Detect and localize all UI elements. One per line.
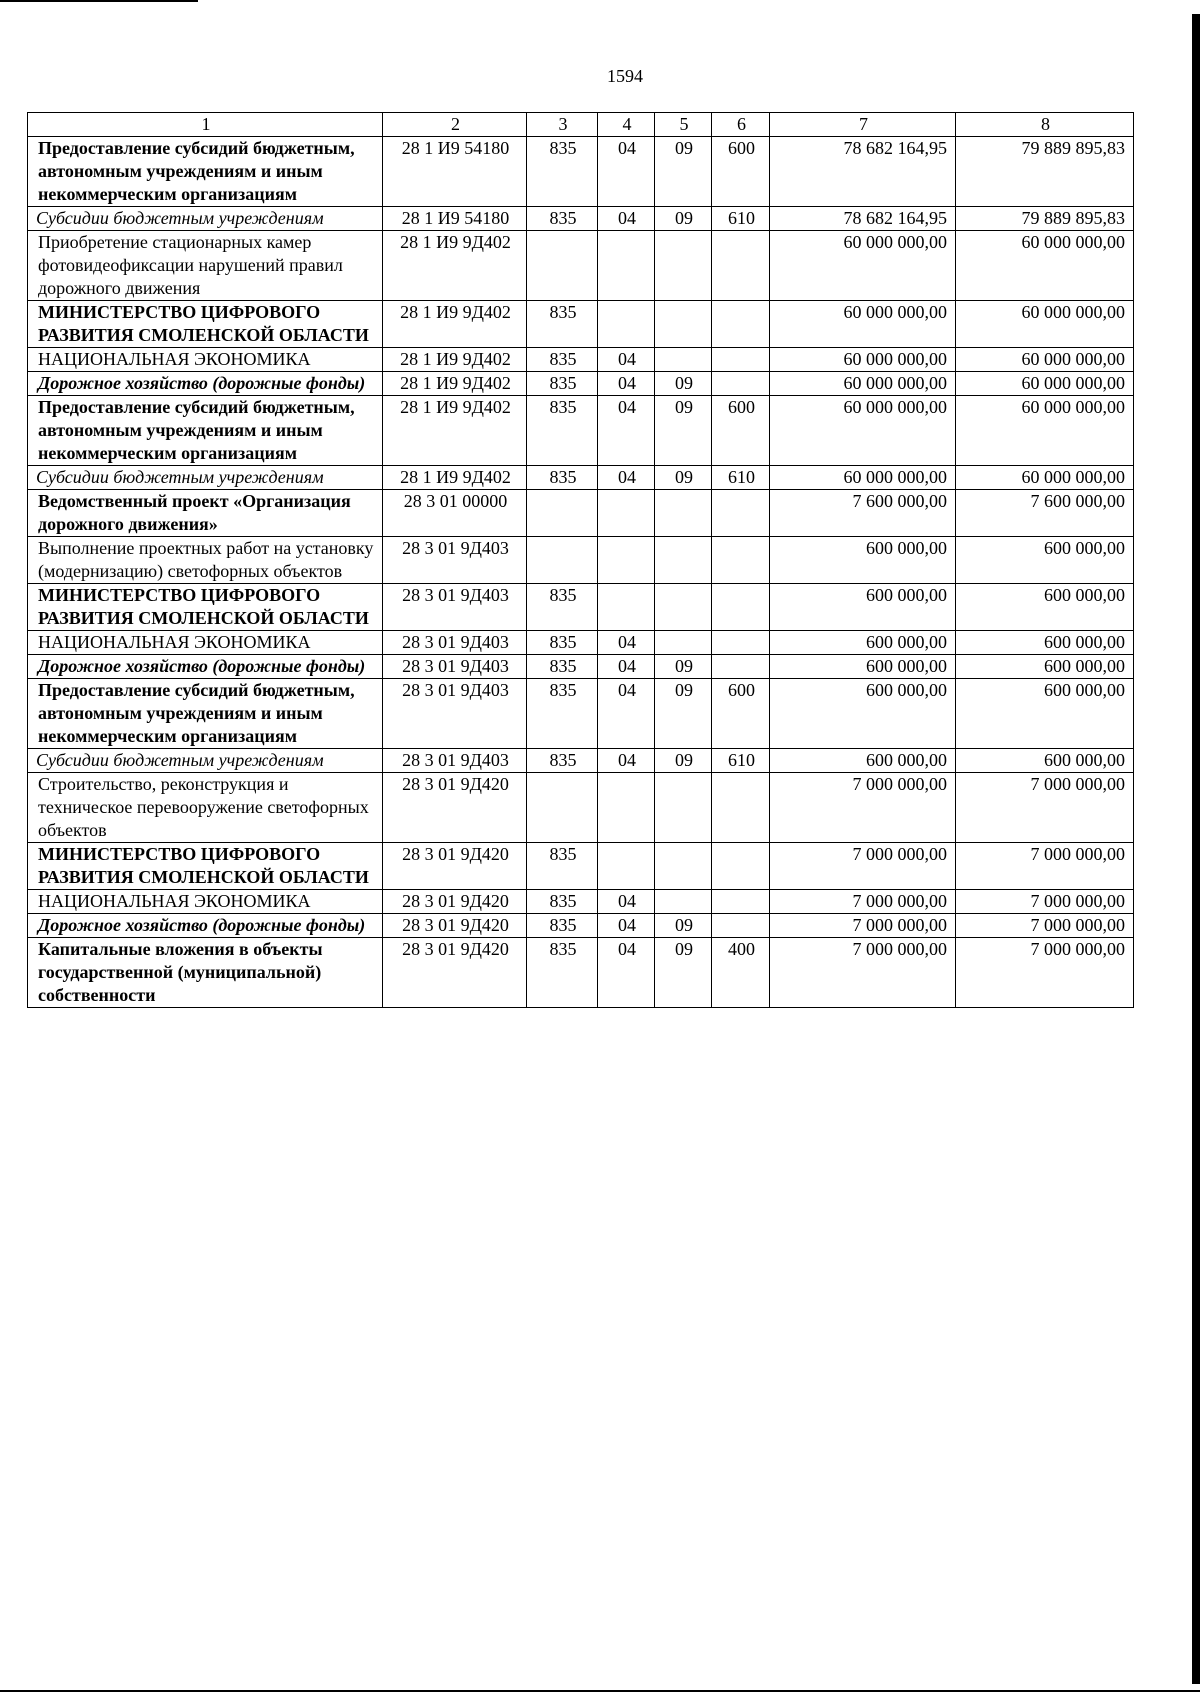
expense-type-cell bbox=[712, 584, 770, 631]
section-code-cell bbox=[598, 490, 655, 537]
target-code-cell: 28 3 01 9Д403 bbox=[383, 631, 527, 655]
row-name-cell: Строительство, реконструкция и техническое перевооружение светофорных объектов bbox=[28, 773, 383, 843]
table-row bbox=[28, 843, 1134, 890]
amount-col7-cell: 600 000,00 bbox=[770, 584, 956, 631]
amount-col8-cell: 7 000 000,00 bbox=[956, 914, 1134, 938]
subsection-code-cell: 09 bbox=[655, 466, 712, 490]
department-code-cell: 835 bbox=[527, 843, 598, 890]
amount-col8-cell: 60 000 000,00 bbox=[956, 396, 1134, 466]
table-row bbox=[28, 372, 1134, 396]
subsection-code-cell: 09 bbox=[655, 938, 712, 1008]
section-code-cell: 04 bbox=[598, 914, 655, 938]
target-code-cell: 28 3 01 9Д420 bbox=[383, 773, 527, 843]
target-code-cell: 28 1 И9 9Д402 bbox=[383, 231, 527, 301]
table-row bbox=[28, 773, 1134, 843]
section-code-cell: 04 bbox=[598, 938, 655, 1008]
section-code-cell: 04 bbox=[598, 372, 655, 396]
row-name-cell: Предоставление субсидий бюджетным, автономным учреждениям и иным некоммерческим организациям bbox=[28, 396, 383, 466]
expense-type-cell bbox=[712, 773, 770, 843]
expense-type-cell bbox=[712, 348, 770, 372]
target-code-cell: 28 1 И9 9Д402 bbox=[383, 348, 527, 372]
amount-col7-cell: 7 000 000,00 bbox=[770, 890, 956, 914]
amount-col8-cell: 60 000 000,00 bbox=[956, 231, 1134, 301]
subsection-code-cell bbox=[655, 231, 712, 301]
section-code-cell bbox=[598, 843, 655, 890]
target-code-cell: 28 3 01 9Д403 bbox=[383, 679, 527, 749]
row-name-cell: Капитальные вложения в объекты государственной (муниципальной) собственности bbox=[28, 938, 383, 1008]
amount-col7-cell: 600 000,00 bbox=[770, 679, 956, 749]
table-row bbox=[28, 490, 1134, 537]
amount-col7-cell: 60 000 000,00 bbox=[770, 372, 956, 396]
department-code-cell: 835 bbox=[527, 207, 598, 231]
section-code-cell: 04 bbox=[598, 207, 655, 231]
department-code-cell: 835 bbox=[527, 631, 598, 655]
expense-type-cell: 610 bbox=[712, 207, 770, 231]
table-row bbox=[28, 914, 1134, 938]
subsection-code-cell bbox=[655, 348, 712, 372]
row-name-cell: Субсидии бюджетным учреждениям bbox=[28, 466, 383, 490]
top-edge-rule bbox=[0, 0, 198, 2]
row-name-cell: НАЦИОНАЛЬНАЯ ЭКОНОМИКА bbox=[28, 348, 383, 372]
row-name-cell: Дорожное хозяйство (дорожные фонды) bbox=[28, 372, 383, 396]
subsection-code-cell bbox=[655, 584, 712, 631]
section-code-cell: 04 bbox=[598, 396, 655, 466]
table-row bbox=[28, 348, 1134, 372]
expense-type-cell bbox=[712, 231, 770, 301]
subsection-code-cell: 09 bbox=[655, 655, 712, 679]
amount-col8-cell: 79 889 895,83 bbox=[956, 137, 1134, 207]
section-code-cell bbox=[598, 773, 655, 843]
department-code-cell: 835 bbox=[527, 301, 598, 348]
table-row bbox=[28, 137, 1134, 207]
section-code-cell bbox=[598, 301, 655, 348]
page-number: 1594 bbox=[607, 66, 643, 86]
subsection-code-cell bbox=[655, 490, 712, 537]
section-code-cell: 04 bbox=[598, 655, 655, 679]
table-row bbox=[28, 466, 1134, 490]
amount-col8-cell: 600 000,00 bbox=[956, 631, 1134, 655]
department-code-cell: 835 bbox=[527, 348, 598, 372]
amount-col8-cell: 7 000 000,00 bbox=[956, 890, 1134, 914]
column-header: 2 bbox=[383, 113, 527, 137]
section-code-cell: 04 bbox=[598, 679, 655, 749]
amount-col7-cell: 7 000 000,00 bbox=[770, 914, 956, 938]
expense-type-cell bbox=[712, 631, 770, 655]
amount-col7-cell: 7 000 000,00 bbox=[770, 938, 956, 1008]
amount-col8-cell: 60 000 000,00 bbox=[956, 348, 1134, 372]
table-row bbox=[28, 890, 1134, 914]
row-name-cell: МИНИСТЕРСТВО ЦИФРОВОГО РАЗВИТИЯ СМОЛЕНСКОЙ ОБЛАСТИ bbox=[28, 843, 383, 890]
department-code-cell bbox=[527, 490, 598, 537]
column-header: 3 bbox=[527, 113, 598, 137]
target-code-cell: 28 1 И9 9Д402 bbox=[383, 466, 527, 490]
department-code-cell: 835 bbox=[527, 137, 598, 207]
amount-col8-cell: 7 000 000,00 bbox=[956, 938, 1134, 1008]
amount-col7-cell: 60 000 000,00 bbox=[770, 231, 956, 301]
subsection-code-cell bbox=[655, 301, 712, 348]
department-code-cell: 835 bbox=[527, 938, 598, 1008]
section-code-cell: 04 bbox=[598, 348, 655, 372]
amount-col8-cell: 7 000 000,00 bbox=[956, 843, 1134, 890]
department-code-cell: 835 bbox=[527, 749, 598, 773]
amount-col7-cell: 60 000 000,00 bbox=[770, 348, 956, 372]
amount-col7-cell: 7 000 000,00 bbox=[770, 843, 956, 890]
amount-col7-cell: 60 000 000,00 bbox=[770, 466, 956, 490]
target-code-cell: 28 3 01 9Д403 bbox=[383, 584, 527, 631]
subsection-code-cell bbox=[655, 631, 712, 655]
column-header: 7 bbox=[770, 113, 956, 137]
subsection-code-cell: 09 bbox=[655, 679, 712, 749]
section-code-cell: 04 bbox=[598, 749, 655, 773]
expense-type-cell bbox=[712, 537, 770, 584]
subsection-code-cell: 09 bbox=[655, 137, 712, 207]
target-code-cell: 28 3 01 9Д420 bbox=[383, 938, 527, 1008]
expense-type-cell bbox=[712, 843, 770, 890]
section-code-cell bbox=[598, 231, 655, 301]
subsection-code-cell bbox=[655, 773, 712, 843]
target-code-cell: 28 1 И9 9Д402 bbox=[383, 396, 527, 466]
budget-table-body bbox=[28, 113, 1134, 1008]
bottom-edge-rule bbox=[0, 1690, 1200, 1692]
section-code-cell: 04 bbox=[598, 631, 655, 655]
amount-col7-cell: 7 600 000,00 bbox=[770, 490, 956, 537]
amount-col7-cell: 7 000 000,00 bbox=[770, 773, 956, 843]
amount-col8-cell: 79 889 895,83 bbox=[956, 207, 1134, 231]
department-code-cell bbox=[527, 231, 598, 301]
row-name-cell: Дорожное хозяйство (дорожные фонды) bbox=[28, 655, 383, 679]
column-header: 6 bbox=[712, 113, 770, 137]
table-row bbox=[28, 207, 1134, 231]
section-code-cell: 04 bbox=[598, 466, 655, 490]
row-name-cell: Предоставление субсидий бюджетным, автономным учреждениям и иным некоммерческим организациям bbox=[28, 679, 383, 749]
table-row bbox=[28, 938, 1134, 1008]
row-name-cell: Предоставление субсидий бюджетным, автономным учреждениям и иным некоммерческим организациям bbox=[28, 137, 383, 207]
amount-col8-cell: 60 000 000,00 bbox=[956, 301, 1134, 348]
expense-type-cell: 600 bbox=[712, 679, 770, 749]
table-header-row bbox=[28, 113, 1134, 137]
table-row bbox=[28, 301, 1134, 348]
section-code-cell: 04 bbox=[598, 137, 655, 207]
amount-col7-cell: 600 000,00 bbox=[770, 655, 956, 679]
amount-col8-cell: 600 000,00 bbox=[956, 655, 1134, 679]
target-code-cell: 28 3 01 9Д403 bbox=[383, 749, 527, 773]
target-code-cell: 28 3 01 9Д420 bbox=[383, 843, 527, 890]
target-code-cell: 28 1 И9 9Д402 bbox=[383, 301, 527, 348]
expense-type-cell: 600 bbox=[712, 137, 770, 207]
right-edge-rule bbox=[1192, 14, 1200, 1684]
expense-type-cell bbox=[712, 890, 770, 914]
department-code-cell: 835 bbox=[527, 466, 598, 490]
amount-col7-cell: 600 000,00 bbox=[770, 631, 956, 655]
target-code-cell: 28 1 И9 9Д402 bbox=[383, 372, 527, 396]
expense-type-cell bbox=[712, 490, 770, 537]
expense-type-cell bbox=[712, 655, 770, 679]
expense-type-cell bbox=[712, 301, 770, 348]
amount-col7-cell: 78 682 164,95 bbox=[770, 137, 956, 207]
section-code-cell bbox=[598, 584, 655, 631]
amount-col7-cell: 60 000 000,00 bbox=[770, 301, 956, 348]
amount-col7-cell: 600 000,00 bbox=[770, 537, 956, 584]
department-code-cell bbox=[527, 773, 598, 843]
subsection-code-cell bbox=[655, 890, 712, 914]
amount-col8-cell: 600 000,00 bbox=[956, 679, 1134, 749]
column-header: 8 bbox=[956, 113, 1134, 137]
amount-col7-cell: 60 000 000,00 bbox=[770, 396, 956, 466]
expense-type-cell: 610 bbox=[712, 466, 770, 490]
expense-type-cell: 600 bbox=[712, 396, 770, 466]
amount-col7-cell: 600 000,00 bbox=[770, 749, 956, 773]
target-code-cell: 28 3 01 9Д403 bbox=[383, 655, 527, 679]
table-row bbox=[28, 231, 1134, 301]
table-row bbox=[28, 584, 1134, 631]
table-row bbox=[28, 631, 1134, 655]
amount-col8-cell: 600 000,00 bbox=[956, 584, 1134, 631]
amount-col8-cell: 60 000 000,00 bbox=[956, 372, 1134, 396]
row-name-cell: Субсидии бюджетным учреждениям bbox=[28, 749, 383, 773]
column-header: 4 bbox=[598, 113, 655, 137]
row-name-cell: МИНИСТЕРСТВО ЦИФРОВОГО РАЗВИТИЯ СМОЛЕНСКОЙ ОБЛАСТИ bbox=[28, 584, 383, 631]
department-code-cell: 835 bbox=[527, 396, 598, 466]
row-name-cell: МИНИСТЕРСТВО ЦИФРОВОГО РАЗВИТИЯ СМОЛЕНСКОЙ ОБЛАСТИ bbox=[28, 301, 383, 348]
department-code-cell: 835 bbox=[527, 372, 598, 396]
row-name-cell: Субсидии бюджетным учреждениям bbox=[28, 207, 383, 231]
target-code-cell: 28 1 И9 54180 bbox=[383, 137, 527, 207]
section-code-cell: 04 bbox=[598, 890, 655, 914]
row-name-cell: Ведомственный проект «Организация дорожного движения» bbox=[28, 490, 383, 537]
column-header: 1 bbox=[28, 113, 383, 137]
row-name-cell: НАЦИОНАЛЬНАЯ ЭКОНОМИКА bbox=[28, 890, 383, 914]
department-code-cell: 835 bbox=[527, 584, 598, 631]
column-header: 5 bbox=[655, 113, 712, 137]
row-name-cell: Выполнение проектных работ на установку (модернизацию) светофорных объектов bbox=[28, 537, 383, 584]
department-code-cell: 835 bbox=[527, 914, 598, 938]
subsection-code-cell bbox=[655, 843, 712, 890]
amount-col8-cell: 60 000 000,00 bbox=[956, 466, 1134, 490]
target-code-cell: 28 3 01 9Д420 bbox=[383, 914, 527, 938]
budget-table bbox=[27, 112, 1134, 1008]
target-code-cell: 28 3 01 00000 bbox=[383, 490, 527, 537]
row-name-cell: Приобретение стационарных камер фотовидеофиксации нарушений правил дорожного движения bbox=[28, 231, 383, 301]
subsection-code-cell bbox=[655, 537, 712, 584]
expense-type-cell bbox=[712, 372, 770, 396]
table-row bbox=[28, 537, 1134, 584]
section-code-cell bbox=[598, 537, 655, 584]
expense-type-cell: 610 bbox=[712, 749, 770, 773]
subsection-code-cell: 09 bbox=[655, 749, 712, 773]
table-row bbox=[28, 749, 1134, 773]
table-row bbox=[28, 655, 1134, 679]
amount-col7-cell: 78 682 164,95 bbox=[770, 207, 956, 231]
department-code-cell bbox=[527, 537, 598, 584]
target-code-cell: 28 3 01 9Д420 bbox=[383, 890, 527, 914]
subsection-code-cell: 09 bbox=[655, 207, 712, 231]
subsection-code-cell: 09 bbox=[655, 396, 712, 466]
row-name-cell: Дорожное хозяйство (дорожные фонды) bbox=[28, 914, 383, 938]
amount-col8-cell: 600 000,00 bbox=[956, 537, 1134, 584]
table-row bbox=[28, 396, 1134, 466]
target-code-cell: 28 3 01 9Д403 bbox=[383, 537, 527, 584]
table-row bbox=[28, 679, 1134, 749]
subsection-code-cell: 09 bbox=[655, 372, 712, 396]
department-code-cell: 835 bbox=[527, 890, 598, 914]
expense-type-cell: 400 bbox=[712, 938, 770, 1008]
amount-col8-cell: 7 000 000,00 bbox=[956, 773, 1134, 843]
subsection-code-cell: 09 bbox=[655, 914, 712, 938]
amount-col8-cell: 7 600 000,00 bbox=[956, 490, 1134, 537]
amount-col8-cell: 600 000,00 bbox=[956, 749, 1134, 773]
department-code-cell: 835 bbox=[527, 655, 598, 679]
row-name-cell: НАЦИОНАЛЬНАЯ ЭКОНОМИКА bbox=[28, 631, 383, 655]
department-code-cell: 835 bbox=[527, 679, 598, 749]
target-code-cell: 28 1 И9 54180 bbox=[383, 207, 527, 231]
expense-type-cell bbox=[712, 914, 770, 938]
